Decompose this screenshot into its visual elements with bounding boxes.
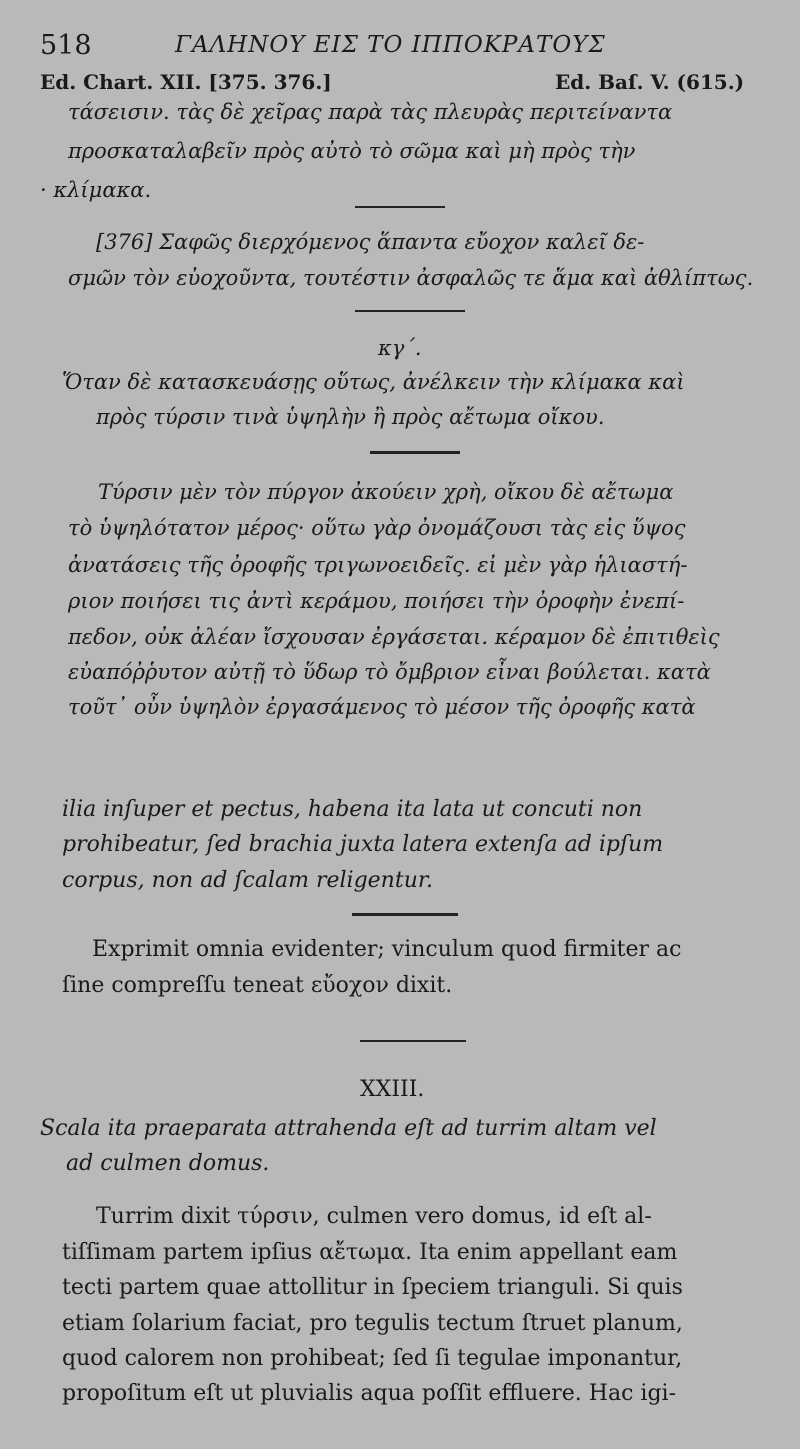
latin-aphorism-line: Scala ita praeparata attrahenda eſt ad turrim altam vel bbox=[40, 1116, 657, 1141]
latin-commentary-line: tecti partem quae attollitur in ſpeciem trianguli. Si quis bbox=[62, 1275, 683, 1300]
latin-text-line: corpus, non ad ſcalam religentur. bbox=[62, 868, 433, 893]
page-number: 518 bbox=[40, 30, 92, 61]
section-divider bbox=[355, 206, 445, 208]
edition-reference-left: Ed. Chart. XII. [375. 376.] bbox=[40, 70, 332, 94]
section-divider bbox=[360, 1040, 466, 1042]
greek-aphorism-line: Ὅταν δὲ κατασκευάσῃς οὕτως, ἀνέλκειν τὴν κλίμακα καὶ bbox=[62, 370, 685, 394]
section-divider bbox=[355, 310, 465, 312]
latin-comment-line: Exprimit omnia evidenter; vinculum quod firmiter ac bbox=[92, 937, 682, 962]
latin-commentary-line: quod calorem non prohibeat; ſed ſi tegulae imponantur, bbox=[62, 1346, 683, 1371]
greek-text-line: προσκαταλαβεῖν πρὸς αὐτὸ τὸ σῶμα καὶ μὴ πρὸς τὴν bbox=[68, 139, 636, 163]
greek-commentary-line: τοῦτ᾽ οὖν ὑψηλὸν ἐργασάμενος τὸ μέσον τῆς ὀροφῆς κατὰ bbox=[68, 695, 696, 719]
edition-reference-right: Ed. Baſ. V. (615.) bbox=[555, 70, 745, 94]
latin-text-line: prohibeatur, ſed brachia juxta latera extenſa ad ipſum bbox=[62, 832, 664, 857]
greek-section-number: κγ΄. bbox=[378, 336, 422, 360]
latin-commentary-line: propoſitum eſt ut pluvialis aqua poſſit effluere. Hac igi- bbox=[62, 1381, 677, 1406]
greek-aphorism-line: πρὸς τύρσιν τινὰ ὑψηλὴν ἢ πρὸς αἔτωμα οἴκου. bbox=[96, 405, 605, 429]
greek-commentary-line: πεδον, οὐκ ἀλέαν ἴσχουσαν ἐργάσεται. κέραμον δὲ ἐπιτιθεὶς bbox=[68, 625, 720, 649]
greek-comment-line: [376] Σαφῶς διερχόμενος ἅπαντα εὔοχον καλεῖ δε- bbox=[96, 230, 645, 254]
greek-commentary-line: ριον ποιήσει τις ἀντὶ κεράμου, ποιήσει τὴν ὀροφὴν ἐνεπί- bbox=[68, 589, 685, 613]
greek-commentary-line: εὐαπόῤῥυτον αὐτῇ τὸ ὕδωρ τὸ ὄμβριον εἶναι βούλεται. κατὰ bbox=[68, 660, 711, 684]
latin-section-number: XXIII. bbox=[360, 1077, 425, 1102]
greek-commentary-line: ἀνατάσεις τῆς ὀροφῆς τριγωνοειδεῖς. εἰ μὲν γὰρ ἡλιαστή- bbox=[68, 553, 688, 577]
latin-commentary-line: Turrim dixit τύρσιν, culmen vero domus, id eſt al- bbox=[96, 1204, 652, 1229]
greek-commentary-line: Τύρσιν μὲν τὸν πύργον ἀκούειν χρὴ, οἴκου δὲ αἔτωμα bbox=[98, 480, 674, 504]
latin-text-line: ilia inſuper et pectus, habena ita lata ut concuti non bbox=[62, 797, 643, 822]
section-divider bbox=[370, 451, 460, 454]
latin-commentary-line: tiſſimam partem ipſius αἔτωμα. Ita enim appellant eam bbox=[62, 1240, 678, 1265]
latin-comment-line: ſine compreſſu teneat εὔοχον dixit. bbox=[62, 973, 453, 998]
latin-aphorism-line: ad culmen domus. bbox=[66, 1151, 270, 1176]
greek-text-line: · κλίμακα. bbox=[40, 178, 152, 202]
section-divider bbox=[352, 913, 458, 916]
running-title: ΓΑΛΗΝΟΥ ΕΙΣ ΤΟ ΙΠΠΟΚΡΑΤΟΥΣ bbox=[175, 32, 606, 58]
greek-commentary-line: τὸ ὑψηλότατον μέρος· οὕτω γὰρ ὀνομάζουσι τὰς εἰς ὕψος bbox=[68, 516, 686, 540]
latin-commentary-line: etiam ſolarium faciat, pro tegulis tectum ſtruet planum, bbox=[62, 1311, 683, 1336]
greek-text-line: τάσεισιν. τὰς δὲ χεῖρας παρὰ τὰς πλευρὰς περιτείναντα bbox=[68, 100, 673, 124]
greek-comment-line: σμῶν τὸν εὐοχοῦντα, τουτέστιν ἀσφαλῶς τε ἅμα καὶ ἀθλίπτως. bbox=[68, 266, 754, 290]
